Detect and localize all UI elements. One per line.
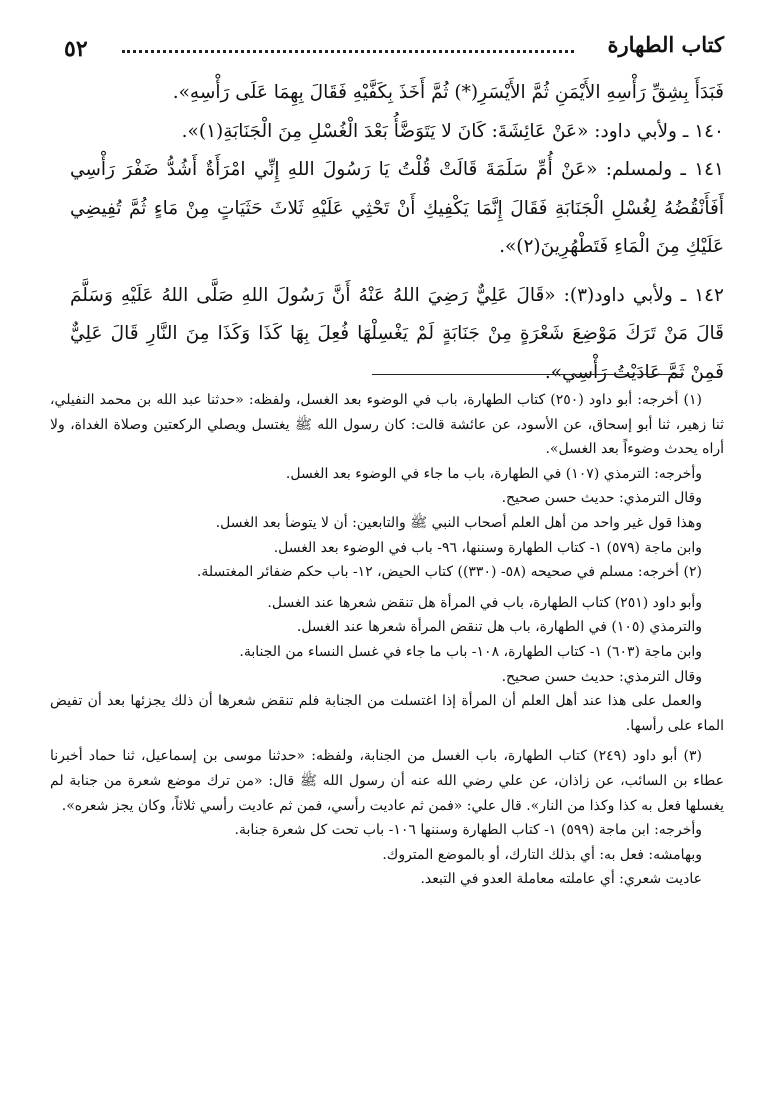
- footnote-1: (١) أخرجه: أبو داود (٢٥٠) كتاب الطهارة، باب في الوضوء بعد الغسل، ولفظه: «حدثنا عبد الله بن محمد النفيلي، ثنا زهير، ثنا أبو إسحاق، عن الأسود، عن عائشة قالت: كان رسول الله ﷺ يغتسل ويصلي الركعتين وصلاة الغداة، ولا أراه يحدث وضوءاً بعد الغسل».: [50, 392, 724, 458]
- footnote-line: وهذا قول غير واحد من أهل العلم أصحاب النبي ﷺ والتابعين: أن لا يتوضأ بعد الغسل.: [215, 514, 702, 531]
- footnote-3: (٣) أبو داود (٢٤٩) كتاب الطهارة، باب الغسل من الجنابة، ولفظه: «حدثنا موسى بن إسماعيل، ثنا حماد أخبرنا عطاء بن السائب، عن زاذان، عن علي رضي الله عنه أن رسول الله ﷺ قال: «من ترك موضع شعرة من جنابة لم يغسلها فعل به كذا وكذا من النار». قال علي: «فمن ثم عاديت رأسي، فمن ثم عاديت رأسي ثلاثاً، وكان يجز شعره».: [50, 748, 724, 814]
- footnote-line: وبهامشه: فعل به: أي بذلك التارك، أو بالموضع المتروك.: [382, 846, 702, 863]
- footnote-line: وابن ماجة (٥٧٩) ١- كتاب الطهارة وسننها، ٩٦- باب في الوضوء بعد الغسل.: [273, 539, 702, 556]
- page-header: [64, 30, 724, 70]
- footnote-2: (٢) أخرجه: مسلم في صحيحه (٥٨- (٣٣٠)) كتاب الحيض، ١٢- باب حكم ضفائر المغتسلة.: [196, 564, 702, 581]
- footnotes: [50, 388, 724, 892]
- footnote-line: وابن ماجة (٦٠٣) ١- كتاب الطهارة، ١٠٨- باب ما جاء في غسل النساء من الجنابة.: [239, 643, 702, 660]
- hadith-continuation: فَبَدَأَ بِشِقِّ رَأْسِهِ الأَيْمَنِ ثُمَّ الأَيْسَرِ(*) ثُمَّ أَخَذَ بِكَفَّيْهِ فَقَالَ بِهِمَا عَلَى رَأْسِهِ».: [172, 82, 724, 103]
- page-number: ٥٢: [64, 36, 88, 62]
- footnote-line: وقال الترمذي: حديث حسن صحيح.: [501, 668, 702, 685]
- chapter-title: كتاب الطهارة: [607, 32, 724, 57]
- main-text: [70, 74, 724, 392]
- header-dotted-leader: [122, 50, 574, 53]
- hadith-142: ١٤٢ ـ ولأبي داود(٣): «قَالَ عَلِيٌّ رَضِيَ اللهُ عَنْهُ أَنَّ رَسُولَ اللهِ صَلَّى اللهُ عَلَيْهِ وَسَلَّمَ قَالَ مَنْ تَرَكَ مَوْضِعَ شَعْرَةٍ مِنْ جَنَابَةٍ لَمْ يَغْسِلْهَا فُعِلَ بِهَا كَذَا وَكَذَا مِنَ النَّارِ قَالَ عَلِيٌّ فَمِنْ ثَمَّ عَادَيْتُ رَأْسِي».: [70, 284, 724, 383]
- footnote-separator: [372, 374, 684, 375]
- footnote-line: وأبو داود (٢٥١) كتاب الطهارة، باب في المرأة هل تنقض شعرها عند الغسل.: [267, 594, 702, 611]
- footnote-line: وأخرجه: ابن ماجة (٥٩٩) ١- كتاب الطهارة وسننها ١٠٦- باب تحت كل شعرة جنابة.: [234, 822, 702, 839]
- footnote-line: والترمذي (١٠٥) في الطهارة، باب هل تنقض المرأة شعرها عند الغسل.: [296, 619, 702, 636]
- footnote-line: والعمل على هذا عند أهل العلم أن المرأة إذا اغتسلت من الجنابة فلم تنقض شعرها أن ذلك يجزئها بعد أن تفيض الماء على رأسها.: [50, 693, 724, 734]
- footnote-line: وقال الترمذي: حديث حسن صحيح.: [501, 490, 702, 507]
- footnote-line: وأخرجه: الترمذي (١٠٧) في الطهارة، باب ما جاء في الوضوء بعد الغسل.: [285, 465, 702, 482]
- hadith-141: ١٤١ ـ ولمسلم: «عَنْ أُمِّ سَلَمَةَ قَالَتْ قُلْتُ يَا رَسُولَ اللهِ إِنِّي امْرَأَةٌ أَشُدُّ ضَفْرَ رَأْسِي أَفَأَنْقُضُهُ لِغُسْلِ الْجَنَابَةِ فَقَالَ إِنَّمَا يَكْفِيكِ أَنْ تَحْثِي عَلَيْهِ ثَلاثَ حَثَيَاتٍ مِنْ مَاءٍ ثُمَّ تُفِيضِي عَلَيْكِ مِنَ الْمَاءِ فَتَطْهُرِينَ(٢)».: [70, 159, 724, 257]
- hadith-140: ١٤٠ ـ ولأبي داود: «عَنْ عَائِشَةَ: كَانَ لا يَتَوَضَّأُ بَعْدَ الْغُسْلِ مِنَ الْجَنَابَةِ(١)».: [181, 120, 724, 142]
- footnote-line: عاديت شعري: أي عاملته معاملة العدو في التبعد.: [420, 871, 702, 888]
